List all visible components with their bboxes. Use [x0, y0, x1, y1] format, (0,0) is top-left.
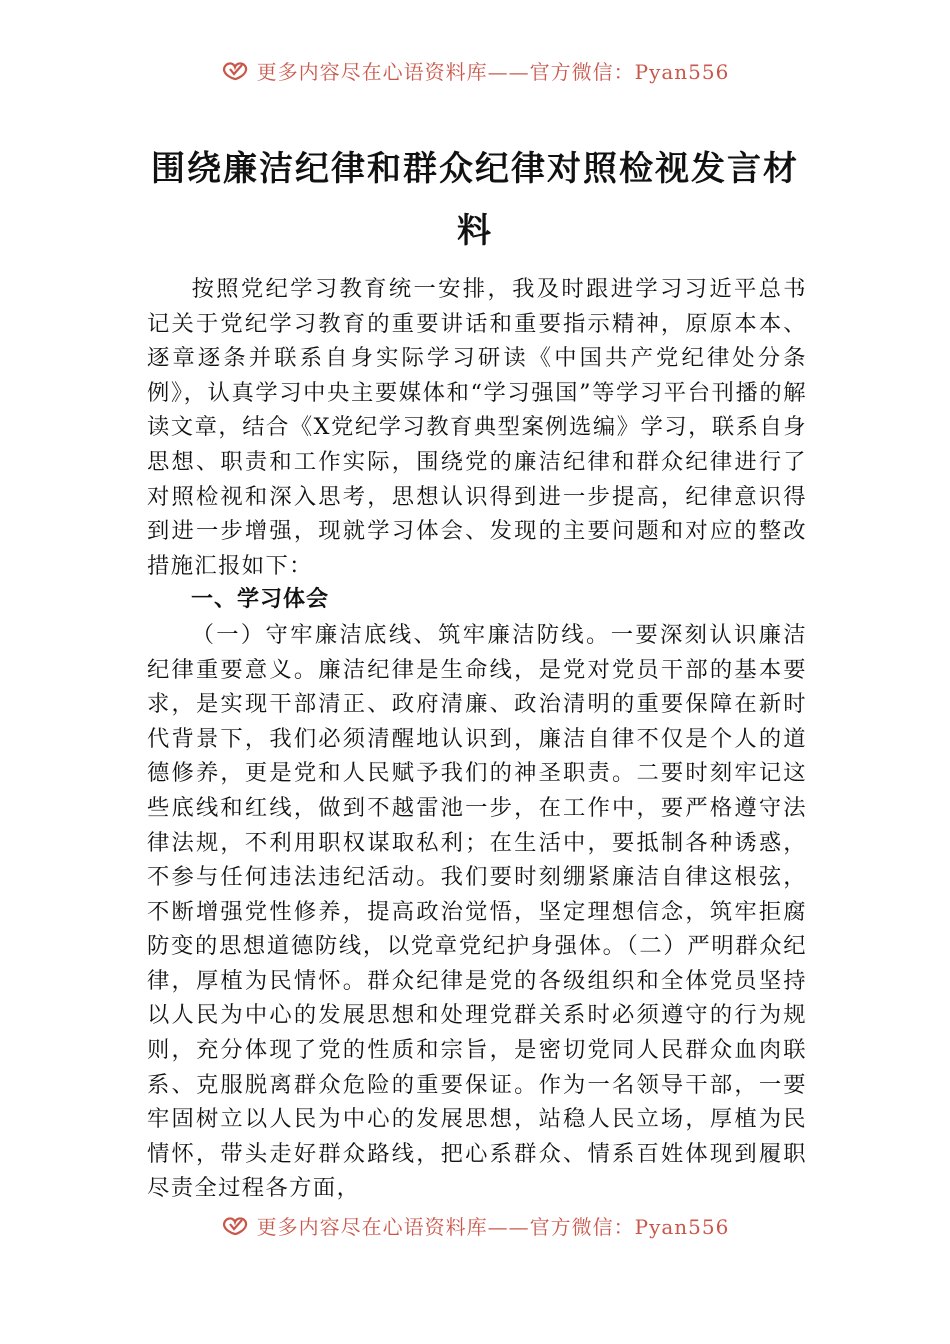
watermark-header — [0, 50, 950, 90]
watermark-text: 更多内容尽在心语资料库——官方微信：Pyan556 — [256, 59, 730, 84]
watermark-footer — [0, 1205, 950, 1245]
intro-paragraph: 按照党纪学习教育统一安排，我及时跟进学习习近平总书记关于党纪学习教育的重要讲话和重要指示精神，原原本本、逐章逐条并联系自身实际学习研读《中国共产党纪律处分条例》，认真学习中央主要媒体和“学习强国”等学习平台刊播的解读文章，结合《X党纪学习教育典型案例选编》学习，联系自身思想、职责和工作实际，围绕党的廉洁纪律和群众纪律进行了对照检视和深入思考，思想认识得到进一步提高，纪律意识得到进一步增强，现就学习体会、发现的主要问题和对应的整改措施汇报如下： — [147, 276, 807, 579]
watermark-logo-icon — [221, 59, 251, 81]
watermark-logo-icon — [221, 1214, 251, 1236]
document-body — [147, 272, 807, 1206]
section-paragraph: （一）守牢廉洁底线、筑牢廉洁防线。一要深刻认识廉洁纪律重要意义。廉洁纪律是生命线，是党对党员干部的基本要求，是实现干部清正、政府清廉、政治清明的重要保障在新时代背景下，我们必须清醒地认识到，廉洁自律不仅是个人的道德修养，更是党和人民赋予我们的神圣职责。二要时刻牢记这些底线和红线，做到不越雷池一步，在工作中，要严格遵守法律法规，不利用职权谋取私利；在生活中，要抵制各种诱惑，不参与任何违法违纪活动。我们要时刻绷紧廉洁自律这根弦，不断增强党性修养，提高政治觉悟，坚定理想信念，筑牢拒腐防变的思想道德防线，以党章党纪护身强体。（二）严明群众纪律，厚植为民情怀。群众纪律是党的各级组织和全体党员坚持以人民为中心的发展思想和处理党群关系时必须遵守的行为规则，充分体现了党的性质和宗旨，是密切党同人民群众血肉联系、克服脱离群众危险的重要保证。作为一名领导干部，一要牢固树立以人民为中心的发展思想，站稳人民立场，厚植为民情怀，带头走好群众路线，把心系群众、情系百姓体现到履职尽责全过程各方面， — [147, 621, 807, 1202]
section-heading: 一、学习体会 — [191, 587, 330, 613]
watermark-text: 更多内容尽在心语资料库——官方微信：Pyan556 — [256, 1214, 730, 1239]
document-title: 围绕廉洁纪律和群众纪律对照检视发言材料 — [151, 149, 799, 251]
